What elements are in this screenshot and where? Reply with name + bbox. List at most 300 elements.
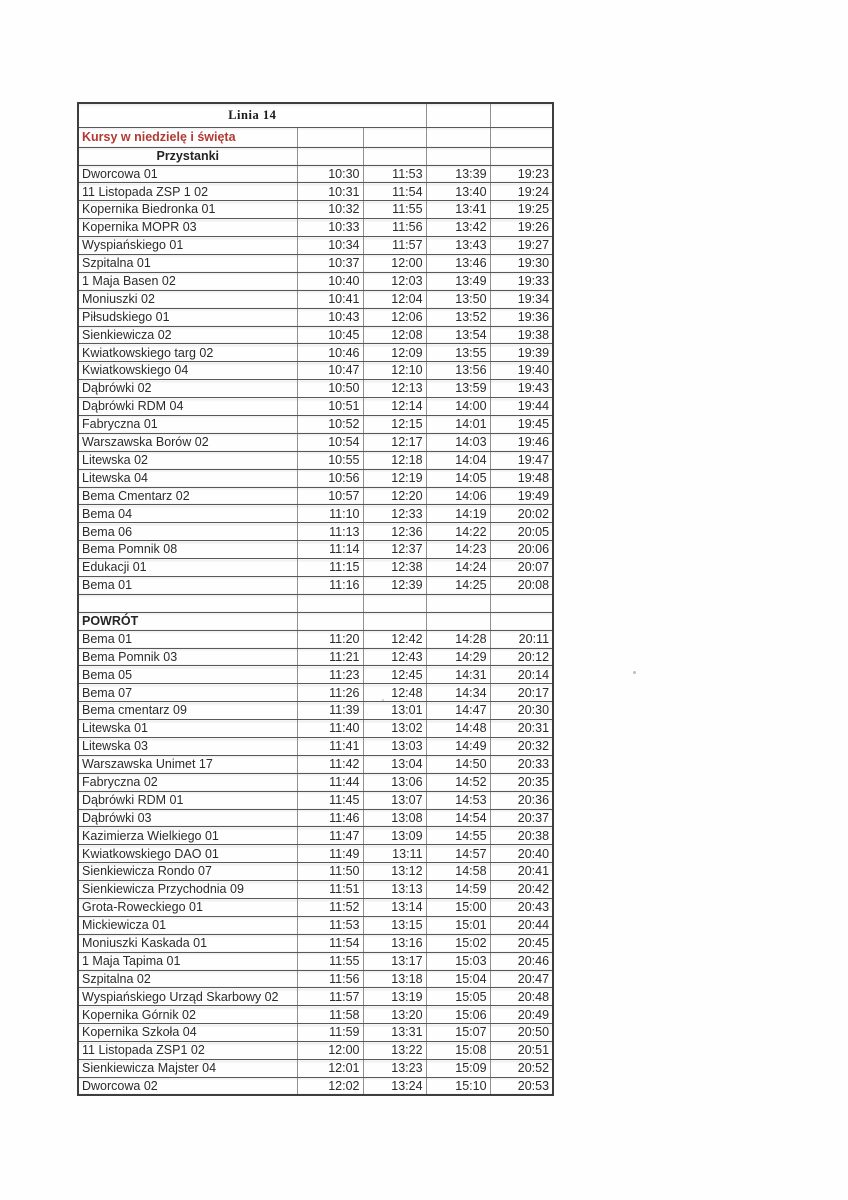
time-cell: 20:14 (490, 666, 553, 684)
scan-artifact-dot (633, 671, 636, 674)
time-cell: 13:23 (363, 1060, 426, 1078)
stop-row (78, 487, 553, 505)
empty-cell (363, 127, 426, 147)
time-cell: 10:56 (297, 469, 363, 487)
stop-name-cell: Sienkiewicza Rondo 07 (78, 863, 297, 881)
time-cell: 15:05 (426, 988, 490, 1006)
stop-name-cell: Fabryczna 01 (78, 415, 297, 433)
time-cell: 12:08 (363, 326, 426, 344)
stop-name-cell: Dąbrówki 02 (78, 380, 297, 398)
time-cell: 12:18 (363, 451, 426, 469)
empty-cell (426, 127, 490, 147)
empty-cell (490, 594, 553, 612)
stop-row (78, 1060, 553, 1078)
empty-cell (490, 612, 553, 630)
stop-row (78, 934, 553, 952)
empty-cell (490, 103, 553, 127)
time-cell: 20:41 (490, 863, 553, 881)
time-cell: 13:06 (363, 773, 426, 791)
time-cell: 13:18 (363, 970, 426, 988)
time-cell: 13:24 (363, 1077, 426, 1095)
time-cell: 12:43 (363, 648, 426, 666)
time-cell: 11:13 (297, 523, 363, 541)
time-cell: 11:56 (297, 970, 363, 988)
time-cell: 13:49 (426, 272, 490, 290)
time-cell: 14:22 (426, 523, 490, 541)
time-cell: 14:00 (426, 398, 490, 416)
timetable (77, 102, 554, 1096)
time-cell: 11:59 (297, 1024, 363, 1042)
stop-name-cell: Moniuszki 02 (78, 290, 297, 308)
time-cell: 12:06 (363, 308, 426, 326)
stop-row (78, 219, 553, 237)
title-row (78, 103, 553, 127)
time-cell: 15:02 (426, 934, 490, 952)
time-cell: 19:36 (490, 308, 553, 326)
time-cell: 11:10 (297, 505, 363, 523)
stop-row (78, 254, 553, 272)
time-cell: 11:57 (297, 988, 363, 1006)
empty-cell (297, 127, 363, 147)
time-cell: 19:27 (490, 237, 553, 255)
time-cell: 11:26 (297, 684, 363, 702)
line-title: Linia 14 (78, 103, 426, 127)
time-cell: 14:52 (426, 773, 490, 791)
time-cell: 20:11 (490, 630, 553, 648)
time-cell: 10:51 (297, 398, 363, 416)
stop-name-cell: Litewska 03 (78, 738, 297, 756)
time-cell: 19:23 (490, 165, 553, 183)
stop-name-cell: Bema cmentarz 09 (78, 702, 297, 720)
time-cell: 10:57 (297, 487, 363, 505)
stop-row (78, 290, 553, 308)
time-cell: 11:57 (363, 237, 426, 255)
time-cell: 14:31 (426, 666, 490, 684)
section-spacer-row (78, 594, 553, 612)
stop-row (78, 1024, 553, 1042)
time-cell: 13:16 (363, 934, 426, 952)
time-cell: 11:16 (297, 576, 363, 594)
stop-name-cell: Bema 07 (78, 684, 297, 702)
time-cell: 20:48 (490, 988, 553, 1006)
stop-row (78, 738, 553, 756)
stop-row (78, 845, 553, 863)
time-cell: 14:53 (426, 791, 490, 809)
stop-name-cell: Warszawska Borów 02 (78, 433, 297, 451)
stop-name-cell: Wyspiańskiego Urząd Skarbowy 02 (78, 988, 297, 1006)
stop-name-cell: Sienkiewicza Przychodnia 09 (78, 881, 297, 899)
stop-row (78, 505, 553, 523)
stop-row (78, 326, 553, 344)
stop-name-cell: Edukacji 01 (78, 559, 297, 577)
time-cell: 11:42 (297, 755, 363, 773)
empty-cell (363, 594, 426, 612)
stop-row (78, 362, 553, 380)
stop-name-cell: Sienkiewicza 02 (78, 326, 297, 344)
empty-cell (78, 594, 297, 612)
time-cell: 12:13 (363, 380, 426, 398)
timetable-head (78, 103, 553, 165)
time-cell: 10:34 (297, 237, 363, 255)
stop-name-cell: Kopernika Górnik 02 (78, 1006, 297, 1024)
stop-name-cell: Bema Pomnik 08 (78, 541, 297, 559)
time-cell: 10:54 (297, 433, 363, 451)
time-cell: 19:40 (490, 362, 553, 380)
empty-cell (490, 147, 553, 165)
time-cell: 20:02 (490, 505, 553, 523)
time-cell: 10:52 (297, 415, 363, 433)
time-cell: 12:19 (363, 469, 426, 487)
stop-row (78, 970, 553, 988)
stop-name-cell: Piłsudskiego 01 (78, 308, 297, 326)
time-cell: 10:33 (297, 219, 363, 237)
empty-cell (297, 612, 363, 630)
time-cell: 20:52 (490, 1060, 553, 1078)
stop-row (78, 916, 553, 934)
stop-name-cell: Bema Cmentarz 02 (78, 487, 297, 505)
stop-row (78, 773, 553, 791)
stop-row (78, 165, 553, 183)
stop-row (78, 469, 553, 487)
time-cell: 13:15 (363, 916, 426, 934)
time-cell: 13:07 (363, 791, 426, 809)
stop-name-cell: Grota-Roweckiego 01 (78, 899, 297, 917)
time-cell: 12:04 (363, 290, 426, 308)
time-cell: 14:28 (426, 630, 490, 648)
time-cell: 13:46 (426, 254, 490, 272)
time-cell: 14:50 (426, 755, 490, 773)
time-cell: 14:47 (426, 702, 490, 720)
stop-row (78, 1006, 553, 1024)
time-cell: 12:17 (363, 433, 426, 451)
stops-header-label: Przystanki (78, 147, 297, 165)
time-cell: 19:44 (490, 398, 553, 416)
time-cell: 13:04 (363, 755, 426, 773)
time-cell: 10:41 (297, 290, 363, 308)
time-cell: 20:37 (490, 809, 553, 827)
time-cell: 15:00 (426, 899, 490, 917)
stop-name-cell: 11 Listopada ZSP 1 02 (78, 183, 297, 201)
stop-name-cell: Bema 04 (78, 505, 297, 523)
time-cell: 13:12 (363, 863, 426, 881)
stop-row (78, 398, 553, 416)
time-cell: 12:39 (363, 576, 426, 594)
time-cell: 10:37 (297, 254, 363, 272)
stop-row (78, 755, 553, 773)
stop-name-cell: Kopernika MOPR 03 (78, 219, 297, 237)
time-cell: 14:34 (426, 684, 490, 702)
time-cell: 20:35 (490, 773, 553, 791)
stop-name-cell: 11 Listopada ZSP1 02 (78, 1042, 297, 1060)
time-cell: 12:42 (363, 630, 426, 648)
stop-name-cell: Dąbrówki RDM 01 (78, 791, 297, 809)
stop-name-cell: Fabryczna 02 (78, 773, 297, 791)
time-cell: 13:42 (426, 219, 490, 237)
time-cell: 19:49 (490, 487, 553, 505)
time-cell: 12:03 (363, 272, 426, 290)
stop-name-cell: Wyspiańskiego 01 (78, 237, 297, 255)
stop-row (78, 451, 553, 469)
time-cell: 10:45 (297, 326, 363, 344)
time-cell: 11:47 (297, 827, 363, 845)
stop-row (78, 237, 553, 255)
time-cell: 13:19 (363, 988, 426, 1006)
stop-name-cell: Bema 06 (78, 523, 297, 541)
time-cell: 11:15 (297, 559, 363, 577)
time-cell: 12:45 (363, 666, 426, 684)
time-cell: 13:03 (363, 738, 426, 756)
stop-row (78, 899, 553, 917)
time-cell: 20:47 (490, 970, 553, 988)
time-cell: 13:09 (363, 827, 426, 845)
stop-row (78, 702, 553, 720)
time-cell: 11:52 (297, 899, 363, 917)
stop-row (78, 433, 553, 451)
time-cell: 19:30 (490, 254, 553, 272)
stop-row (78, 183, 553, 201)
time-cell: 14:49 (426, 738, 490, 756)
time-cell: 13:40 (426, 183, 490, 201)
time-cell: 12:38 (363, 559, 426, 577)
time-cell: 20:36 (490, 791, 553, 809)
empty-cell (363, 612, 426, 630)
time-cell: 14:19 (426, 505, 490, 523)
time-cell: 12:10 (363, 362, 426, 380)
time-cell: 13:22 (363, 1042, 426, 1060)
time-cell: 14:24 (426, 559, 490, 577)
time-cell: 19:43 (490, 380, 553, 398)
time-cell: 15:01 (426, 916, 490, 934)
stop-name-cell: Bema Pomnik 03 (78, 648, 297, 666)
time-cell: 10:30 (297, 165, 363, 183)
time-cell: 11:54 (363, 183, 426, 201)
time-cell: 19:39 (490, 344, 553, 362)
time-cell: 20:53 (490, 1077, 553, 1095)
stop-name-cell: Moniuszki Kaskada 01 (78, 934, 297, 952)
time-cell: 20:30 (490, 702, 553, 720)
time-cell: 11:46 (297, 809, 363, 827)
time-cell: 20:44 (490, 916, 553, 934)
stop-name-cell: Litewska 04 (78, 469, 297, 487)
time-cell: 10:43 (297, 308, 363, 326)
time-cell: 12:14 (363, 398, 426, 416)
time-cell: 13:17 (363, 952, 426, 970)
stop-name-cell: Bema 01 (78, 576, 297, 594)
time-cell: 11:40 (297, 720, 363, 738)
time-cell: 20:05 (490, 523, 553, 541)
stops-header-row (78, 147, 553, 165)
time-cell: 14:57 (426, 845, 490, 863)
time-cell: 14:03 (426, 433, 490, 451)
time-cell: 12:33 (363, 505, 426, 523)
stop-name-cell: Kazimierza Wielkiego 01 (78, 827, 297, 845)
time-cell: 14:04 (426, 451, 490, 469)
stop-row (78, 1077, 553, 1095)
time-cell: 12:02 (297, 1077, 363, 1095)
stop-name-cell: Dąbrówki 03 (78, 809, 297, 827)
time-cell: 20:31 (490, 720, 553, 738)
empty-cell (363, 147, 426, 165)
stop-name-cell: Mickiewicza 01 (78, 916, 297, 934)
time-cell: 20:32 (490, 738, 553, 756)
time-cell: 10:50 (297, 380, 363, 398)
empty-cell (426, 594, 490, 612)
time-cell: 13:08 (363, 809, 426, 827)
time-cell: 13:43 (426, 237, 490, 255)
time-cell: 10:55 (297, 451, 363, 469)
time-cell: 19:48 (490, 469, 553, 487)
time-cell: 19:33 (490, 272, 553, 290)
empty-cell (426, 612, 490, 630)
time-cell: 11:20 (297, 630, 363, 648)
stop-name-cell: Bema 01 (78, 630, 297, 648)
time-cell: 19:38 (490, 326, 553, 344)
stop-row (78, 648, 553, 666)
time-cell: 12:01 (297, 1060, 363, 1078)
stop-row (78, 523, 553, 541)
time-cell: 12:00 (363, 254, 426, 272)
stop-row (78, 827, 553, 845)
time-cell: 13:20 (363, 1006, 426, 1024)
time-cell: 20:51 (490, 1042, 553, 1060)
stop-row (78, 308, 553, 326)
time-cell: 12:00 (297, 1042, 363, 1060)
return-section-label: POWRÓT (78, 612, 297, 630)
time-cell: 11:58 (297, 1006, 363, 1024)
time-cell: 12:36 (363, 523, 426, 541)
time-cell: 15:04 (426, 970, 490, 988)
time-cell: 11:51 (297, 881, 363, 899)
stop-name-cell: Szpitalna 01 (78, 254, 297, 272)
time-cell: 11:44 (297, 773, 363, 791)
time-cell: 20:40 (490, 845, 553, 863)
time-cell: 20:49 (490, 1006, 553, 1024)
time-cell: 12:48 (363, 684, 426, 702)
stop-name-cell: 1 Maja Basen 02 (78, 272, 297, 290)
stop-row (78, 952, 553, 970)
time-cell: 13:13 (363, 881, 426, 899)
time-cell: 10:31 (297, 183, 363, 201)
service-note-row (78, 127, 553, 147)
scan-artifact-dot (382, 699, 384, 701)
time-cell: 20:17 (490, 684, 553, 702)
time-cell: 11:55 (297, 952, 363, 970)
time-cell: 14:59 (426, 881, 490, 899)
time-cell: 13:11 (363, 845, 426, 863)
time-cell: 13:54 (426, 326, 490, 344)
stop-name-cell: Bema 05 (78, 666, 297, 684)
time-cell: 14:06 (426, 487, 490, 505)
time-cell: 12:09 (363, 344, 426, 362)
time-cell: 13:41 (426, 201, 490, 219)
stop-name-cell: Dworcowa 01 (78, 165, 297, 183)
stop-row (78, 559, 553, 577)
service-note-label: Kursy w niedzielę i święta (78, 127, 297, 147)
time-cell: 14:01 (426, 415, 490, 433)
time-cell: 11:56 (363, 219, 426, 237)
stop-name-cell: 1 Maja Tapima 01 (78, 952, 297, 970)
stop-row (78, 720, 553, 738)
stop-name-cell: Szpitalna 02 (78, 970, 297, 988)
time-cell: 11:41 (297, 738, 363, 756)
empty-cell (426, 103, 490, 127)
time-cell: 10:47 (297, 362, 363, 380)
time-cell: 13:56 (426, 362, 490, 380)
stop-row (78, 630, 553, 648)
empty-cell (297, 594, 363, 612)
time-cell: 14:23 (426, 541, 490, 559)
time-cell: 13:50 (426, 290, 490, 308)
stop-row (78, 666, 553, 684)
time-cell: 11:53 (297, 916, 363, 934)
stop-row (78, 881, 553, 899)
time-cell: 13:31 (363, 1024, 426, 1042)
stop-row (78, 272, 553, 290)
time-cell: 11:23 (297, 666, 363, 684)
stop-row (78, 541, 553, 559)
time-cell: 15:09 (426, 1060, 490, 1078)
time-cell: 15:10 (426, 1077, 490, 1095)
time-cell: 11:55 (363, 201, 426, 219)
time-cell: 14:58 (426, 863, 490, 881)
stop-name-cell: Litewska 01 (78, 720, 297, 738)
time-cell: 20:06 (490, 541, 553, 559)
time-cell: 13:39 (426, 165, 490, 183)
time-cell: 11:45 (297, 791, 363, 809)
time-cell: 13:01 (363, 702, 426, 720)
time-cell: 10:40 (297, 272, 363, 290)
stop-name-cell: Kopernika Szkoła 04 (78, 1024, 297, 1042)
stop-row (78, 415, 553, 433)
time-cell: 19:45 (490, 415, 553, 433)
time-cell: 11:39 (297, 702, 363, 720)
stop-row (78, 988, 553, 1006)
time-cell: 20:50 (490, 1024, 553, 1042)
time-cell: 12:20 (363, 487, 426, 505)
time-cell: 14:54 (426, 809, 490, 827)
stop-name-cell: Litewska 02 (78, 451, 297, 469)
time-cell: 20:12 (490, 648, 553, 666)
time-cell: 19:47 (490, 451, 553, 469)
time-cell: 20:38 (490, 827, 553, 845)
time-cell: 15:08 (426, 1042, 490, 1060)
time-cell: 13:59 (426, 380, 490, 398)
time-cell: 11:21 (297, 648, 363, 666)
empty-cell (297, 147, 363, 165)
time-cell: 20:33 (490, 755, 553, 773)
stop-name-cell: Sienkiewicza Majster 04 (78, 1060, 297, 1078)
time-cell: 15:03 (426, 952, 490, 970)
stop-name-cell: Warszawska Unimet 17 (78, 755, 297, 773)
time-cell: 13:14 (363, 899, 426, 917)
time-cell: 14:29 (426, 648, 490, 666)
time-cell: 19:46 (490, 433, 553, 451)
time-cell: 20:46 (490, 952, 553, 970)
time-cell: 15:07 (426, 1024, 490, 1042)
time-cell: 20:42 (490, 881, 553, 899)
stop-row (78, 576, 553, 594)
stop-row (78, 201, 553, 219)
time-cell: 13:55 (426, 344, 490, 362)
time-cell: 11:14 (297, 541, 363, 559)
time-cell: 19:24 (490, 183, 553, 201)
time-cell: 13:02 (363, 720, 426, 738)
time-cell: 15:06 (426, 1006, 490, 1024)
time-cell: 19:34 (490, 290, 553, 308)
time-cell: 20:45 (490, 934, 553, 952)
stop-name-cell: Kopernika Biedronka 01 (78, 201, 297, 219)
time-cell: 10:32 (297, 201, 363, 219)
